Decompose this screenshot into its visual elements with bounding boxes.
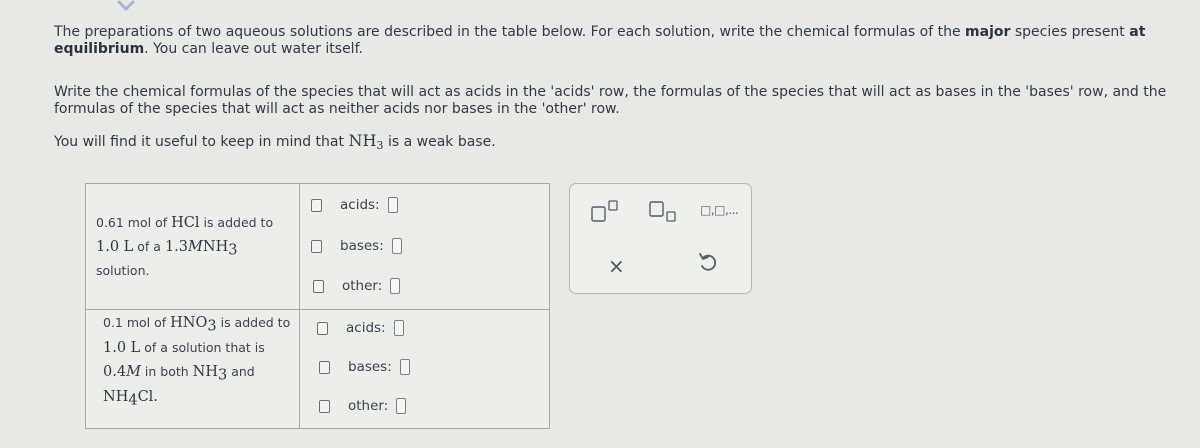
other-label: other: <box>342 278 383 294</box>
row-2-description: 0.1 mol of $HNO_3$ is added to 1.0 L of a solution that is 0.4M in both $NH_3$ and $NH_4Cl$. <box>103 315 291 409</box>
row-1-other-checkbox[interactable] <box>313 280 324 293</box>
chevron-down-icon[interactable] <box>113 0 139 14</box>
row-1-other-input[interactable] <box>390 278 400 294</box>
solutions-table <box>85 183 550 429</box>
row-2-other-line <box>319 398 406 414</box>
row-2-acids-input[interactable] <box>394 320 404 336</box>
row-2-bases-checkbox[interactable] <box>319 361 330 374</box>
x-icon[interactable]: × <box>608 254 625 278</box>
row-1-other-line <box>313 278 400 294</box>
row-1-bases-line <box>311 238 402 254</box>
row-1-bases-input[interactable] <box>392 238 402 254</box>
row-2-other-checkbox[interactable] <box>319 400 330 413</box>
row-1-description: 0.61 mol of HCl is added to 1.0 L of a $1.3MNH_3$ solution. <box>96 215 274 278</box>
emphasis-major: major <box>965 24 1011 40</box>
row-1-acids-input[interactable] <box>388 197 398 213</box>
subscript-box-icon[interactable] <box>648 200 682 224</box>
undo-icon[interactable] <box>698 251 718 273</box>
row-divider <box>86 309 549 310</box>
row-2-acids-line <box>317 320 404 336</box>
row-2-bases-line <box>319 359 410 375</box>
hint-paragraph: You will find it useful to keep in mind that $NH_3$ is a weak base. <box>54 131 496 152</box>
other-label: other: <box>348 398 389 414</box>
row-2-acids-checkbox[interactable] <box>317 322 328 335</box>
instructions-paragraph-2: Write the chemical formulas of the species that will act as acids in the 'acids' row, the formulas of the species that will act as bases in the 'bases' row, and the formulas of the species that will act as neither acids nor bases in the 'other' row. <box>54 84 1167 117</box>
superscript-box-icon[interactable] <box>590 200 624 222</box>
row-2-other-input[interactable] <box>396 398 406 414</box>
row-2-bases-input[interactable] <box>400 359 410 375</box>
acids-label: acids: <box>340 197 380 213</box>
comma-list-icon[interactable]: □,□,... <box>700 203 739 217</box>
acids-label: acids: <box>346 320 386 336</box>
instructions-paragraph-1: The preparations of two aqueous solutions are described in the table below. For each solution, write the chemical formulas of the major species present at equilibrium. You can leave out water itself. <box>54 24 1146 57</box>
bases-label: bases: <box>340 238 384 254</box>
bases-label: bases: <box>348 359 392 375</box>
emphasis-at-equilibrium: at equilibrium <box>54 24 1146 57</box>
row-1-acids-line <box>311 197 398 213</box>
row-1-acids-checkbox[interactable] <box>311 199 322 212</box>
row-1-bases-checkbox[interactable] <box>311 240 322 253</box>
